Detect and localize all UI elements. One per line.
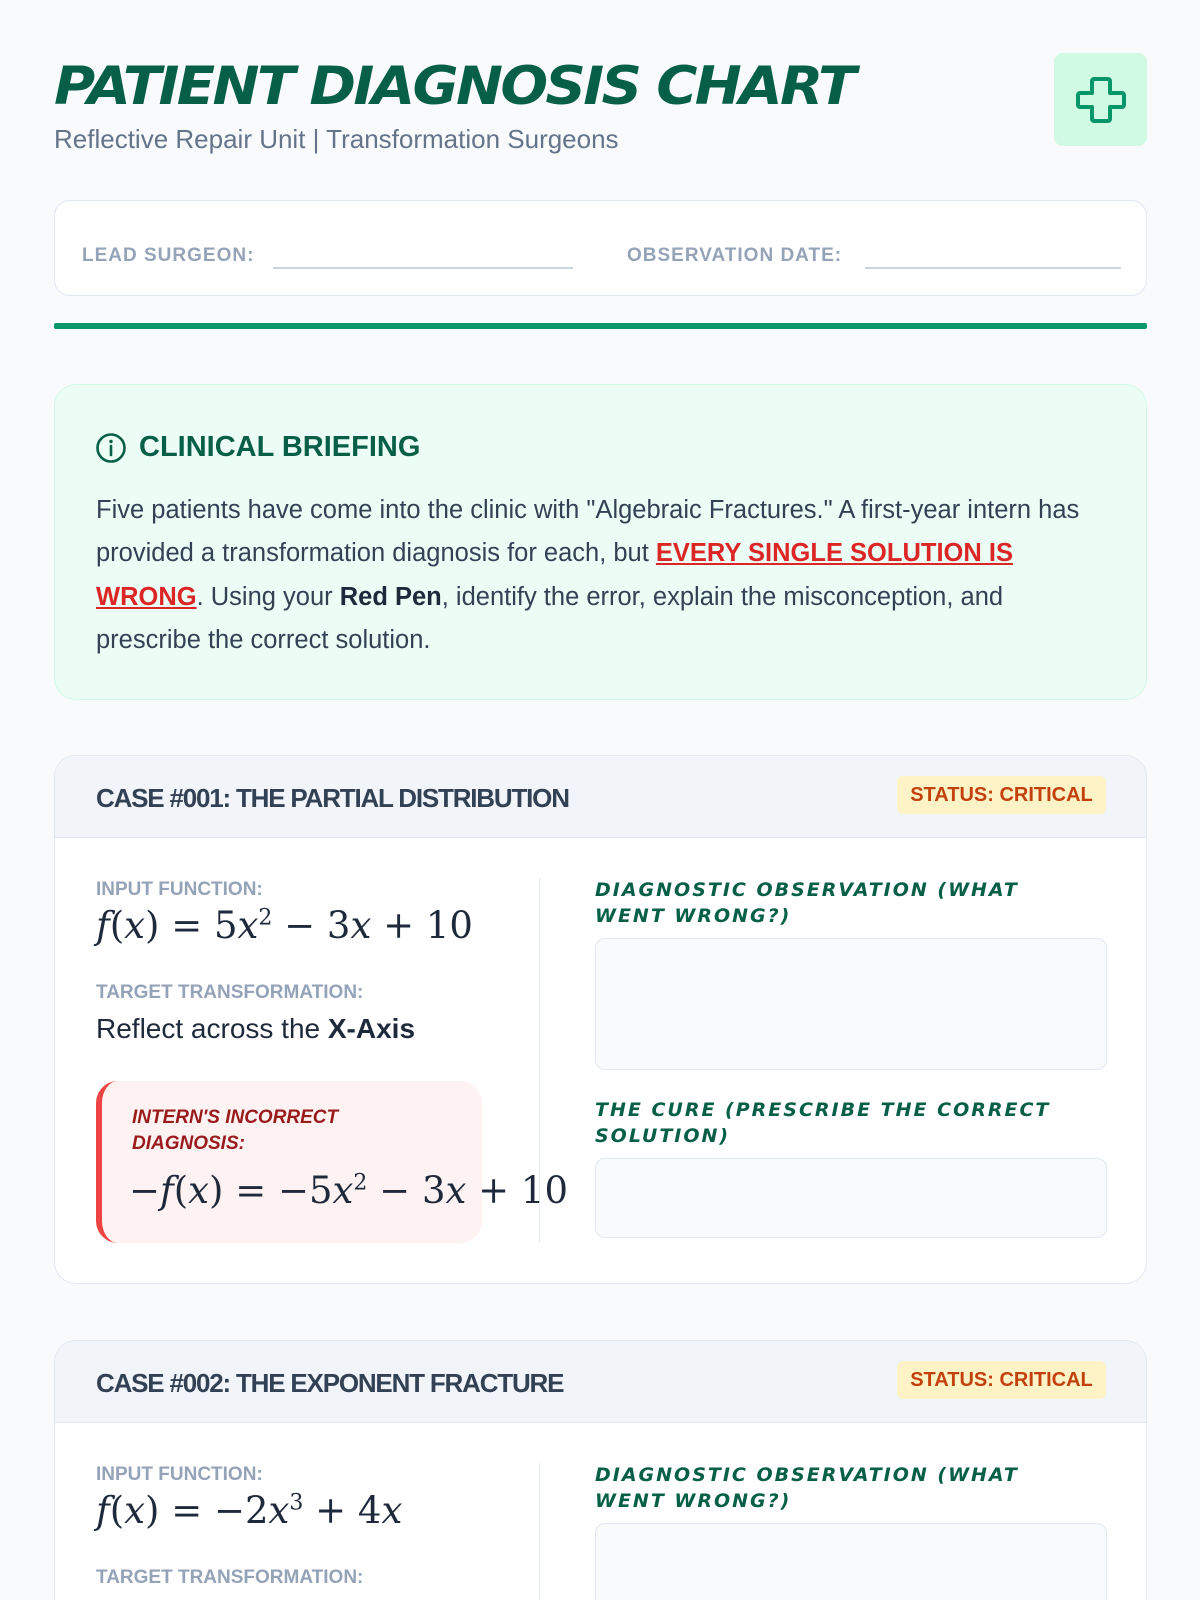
cure-input[interactable] [595,1158,1107,1238]
briefing-bold: Red Pen [339,582,442,611]
briefing-title: CLINICAL BRIEFING [139,431,421,463]
page-subtitle: Reflective Repair Unit | Transformation Surgeons [54,124,619,154]
page-title: PATIENT DIAGNOSIS CHART [54,56,854,117]
input-function-label: INPUT FUNCTION: [96,879,263,900]
target-transformation [96,1013,415,1045]
diagnostic-observation-input[interactable] [595,938,1107,1070]
case-title: CASE #001: THE PARTIAL DISTRIBUTION [96,783,569,813]
diagnostic-observation-input[interactable] [595,1523,1107,1600]
briefing-emphasis: EVERY SINGLE SOLUTION IS WRONG [96,539,1013,611]
diagnostic-observation-label: DIAGNOSTIC OBSERVATION (WHAT WENT WRONG?) [595,879,1019,927]
target-transformation-label: TARGET TRANSFORMATION: [96,1567,364,1588]
case-header [55,756,1146,838]
status-badge: STATUS: CRITICAL [897,776,1106,814]
lead-surgeon-field[interactable] [273,267,573,269]
target-axis: X-Axis [327,1013,416,1044]
cure-label: THE CURE (PRESCRIBE THE CORRECT SOLUTION) [595,1099,1051,1147]
target-transformation-label: TARGET TRANSFORMATION: [96,982,364,1003]
briefing-text-part: , identify the error, explain the misconception, and prescribe the correct solution. [96,582,1004,655]
briefing-text-part: . Using your [196,582,340,611]
case-title: CASE #002: THE EXPONENT FRACTURE [96,1368,564,1398]
lead-surgeon-label: LEAD SURGEON: [82,245,255,266]
briefing-heading [95,431,420,464]
diagnostic-observation-label: DIAGNOSTIC OBSERVATION (WHAT WENT WRONG?) [595,1464,1019,1512]
status-badge: STATUS: CRITICAL [897,1361,1106,1399]
target-prefix: Reflect across the [96,1013,328,1044]
intern-diagnosis-formula: $-f(x) = -5x^2 - 3x + 10$ [129,1169,568,1212]
briefing-text [96,489,1096,663]
case-header [55,1341,1146,1423]
surgeon-info-card [54,200,1147,296]
medical-cross-icon [1074,73,1128,127]
input-function-formula: $f(x) = 5x^2 - 3x + 10$ [96,904,473,947]
logo-badge [1054,53,1147,146]
info-icon [95,432,127,464]
input-function-label: INPUT FUNCTION: [96,1464,263,1485]
clinical-briefing [54,384,1147,700]
intern-diagnosis-box [96,1081,482,1243]
case-card-002 [54,1340,1147,1600]
case-card-001 [54,755,1147,1284]
column-divider [539,1463,540,1600]
observation-date-label: OBSERVATION DATE: [627,245,843,266]
intern-diagnosis-label: INTERN'S INCORRECT DIAGNOSIS: [132,1107,339,1154]
briefing-text-part: Five patients have come into the clinic with "Algebraic Fractures." A first-year intern has provided a transformation diagnosis for each, but [96,496,1080,568]
section-divider [54,323,1147,329]
page-header [54,52,1147,154]
input-function-formula: $f(x) = -2x^3 + 4x$ [96,1489,403,1532]
observation-date-field[interactable] [865,267,1121,269]
